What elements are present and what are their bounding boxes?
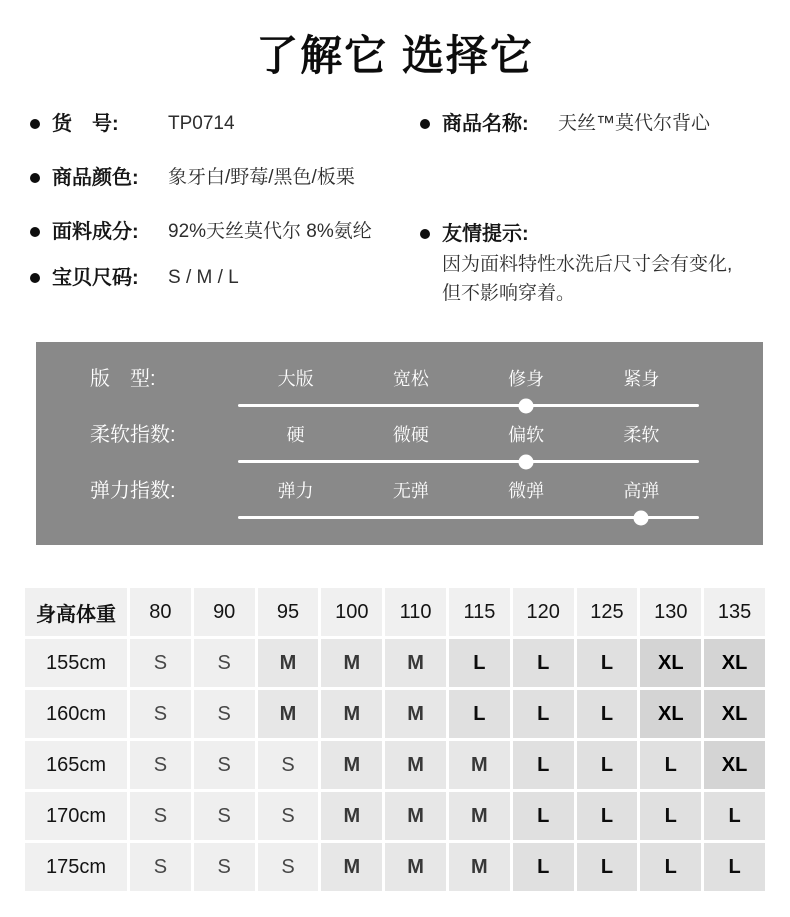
size-cell: S (194, 690, 255, 738)
size-cell: L (513, 690, 574, 738)
size-cell: S (130, 741, 191, 789)
bullet-icon (30, 227, 40, 237)
size-table-row (25, 741, 765, 789)
size-table-header-cell: 80 (130, 588, 191, 636)
info-item-sizes (30, 264, 420, 292)
attribute-panel (36, 342, 763, 545)
info-label: 商品名称: (442, 113, 529, 135)
size-cell: M (385, 843, 446, 891)
info-label: 商品颜色: (52, 167, 139, 189)
size-table-header-cell: 125 (577, 588, 638, 636)
slider-option: 微弹 (508, 481, 545, 501)
size-table-header-cell: 110 (385, 588, 446, 636)
size-cell: M (385, 792, 446, 840)
size-cell: M (258, 690, 319, 738)
slider-label: 弹力指数: (90, 480, 176, 502)
info-value: S / M / L (168, 267, 239, 288)
size-cell: XL (704, 639, 765, 687)
size-cell: L (640, 741, 701, 789)
height-row-label: 155cm (25, 639, 127, 687)
tip-note: 因为面料特性水洗后尺寸会有变化, 但不影响穿着。 (442, 254, 733, 304)
size-cell: S (258, 843, 319, 891)
slider-dot (519, 398, 534, 413)
size-cell: L (640, 792, 701, 840)
size-cell: XL (704, 741, 765, 789)
size-cell: M (321, 843, 382, 891)
size-table-header-cell: 115 (449, 588, 510, 636)
size-cell: M (321, 639, 382, 687)
size-cell: S (194, 792, 255, 840)
slider-option: 微硬 (392, 425, 429, 445)
size-table-header-cell: 90 (194, 588, 255, 636)
size-cell: M (449, 843, 510, 891)
info-item-colors (30, 164, 420, 192)
size-cell: XL (640, 639, 701, 687)
size-cell: L (704, 792, 765, 840)
size-table-body (25, 639, 765, 891)
size-cell: L (513, 843, 574, 891)
size-table-header-cell: 120 (513, 588, 574, 636)
slider-track (238, 404, 699, 407)
info-item-item-number (30, 110, 420, 138)
size-cell: S (130, 843, 191, 891)
size-cell: L (513, 741, 574, 789)
size-cell: L (577, 639, 638, 687)
bullet-icon (30, 173, 40, 183)
info-column-right (420, 110, 770, 308)
slider-option: 硬 (286, 425, 305, 445)
info-value: 天丝™莫代尔背心 (558, 113, 711, 134)
size-cell: L (577, 741, 638, 789)
slider-option: 大版 (277, 369, 314, 389)
slider-option: 紧身 (623, 369, 660, 389)
slider-row-softness (36, 422, 763, 463)
height-row-label: 170cm (25, 792, 127, 840)
size-cell: XL (640, 690, 701, 738)
info-column-left (30, 110, 420, 308)
slider-dot (519, 454, 534, 469)
size-cell: M (258, 639, 319, 687)
info-item-product-name (420, 110, 770, 138)
size-cell: M (449, 741, 510, 789)
product-info-section (0, 82, 790, 308)
bullet-icon (420, 119, 430, 129)
size-table-row (25, 690, 765, 738)
slider-label: 柔软指数: (90, 424, 176, 446)
slider-option: 弹力 (277, 481, 314, 501)
size-cell: L (513, 792, 574, 840)
size-table-row (25, 639, 765, 687)
size-table-row (25, 792, 765, 840)
info-value: 92%天丝莫代尔 8%氨纶 (168, 221, 372, 242)
size-cell: L (577, 690, 638, 738)
slider-option: 柔软 (623, 425, 660, 445)
slider-track (238, 460, 699, 463)
size-cell: L (577, 843, 638, 891)
size-cell: S (194, 639, 255, 687)
height-row-label: 175cm (25, 843, 127, 891)
size-table-header-cell: 135 (704, 588, 765, 636)
size-cell: L (449, 639, 510, 687)
size-table-header-cell: 130 (640, 588, 701, 636)
slider-dot (634, 510, 649, 525)
size-cell: L (577, 792, 638, 840)
size-cell: L (704, 843, 765, 891)
slider-option: 偏软 (508, 425, 545, 445)
size-cell: M (449, 792, 510, 840)
slider-option: 高弹 (623, 481, 660, 501)
info-item-fabric (30, 218, 420, 246)
slider-label: 版 型: (90, 368, 156, 390)
size-cell: S (130, 639, 191, 687)
size-table-header-cell: 95 (258, 588, 319, 636)
size-cell: M (321, 690, 382, 738)
slider-track (238, 516, 699, 519)
size-cell: S (194, 741, 255, 789)
info-item-tip (420, 220, 770, 308)
slider-option: 修身 (508, 369, 545, 389)
page-title: 了解它 选择它 (256, 32, 534, 79)
size-cell: L (449, 690, 510, 738)
size-table-head (25, 588, 765, 636)
info-value: 象牙白/野莓/黑色/板栗 (168, 167, 355, 188)
size-cell: M (385, 690, 446, 738)
size-cell: S (130, 690, 191, 738)
size-table (22, 585, 768, 894)
size-table-corner-label: 身高体重 (25, 588, 127, 636)
size-table-header-cell: 100 (321, 588, 382, 636)
info-label: 货 号: (52, 113, 119, 135)
size-cell: M (321, 741, 382, 789)
size-cell: S (130, 792, 191, 840)
slider-option: 无弹 (392, 481, 429, 501)
size-cell: M (385, 741, 446, 789)
size-cell: M (385, 639, 446, 687)
size-cell: L (640, 843, 701, 891)
slider-option: 宽松 (392, 369, 429, 389)
size-cell: L (513, 639, 574, 687)
height-row-label: 165cm (25, 741, 127, 789)
size-cell: S (194, 843, 255, 891)
size-cell: M (321, 792, 382, 840)
size-cell: XL (704, 690, 765, 738)
bullet-icon (30, 119, 40, 129)
info-label: 面料成分: (52, 221, 139, 243)
height-row-label: 160cm (25, 690, 127, 738)
size-cell: S (258, 741, 319, 789)
info-value: TP0714 (168, 113, 235, 134)
bullet-icon (30, 273, 40, 283)
size-cell: S (258, 792, 319, 840)
info-label: 宝贝尺码: (52, 267, 139, 289)
info-label: 友情提示: (442, 223, 529, 245)
bullet-icon (420, 229, 430, 239)
size-table-header-row (25, 588, 765, 636)
slider-row-fit (36, 366, 763, 407)
size-table-row (25, 843, 765, 891)
slider-row-elasticity (36, 478, 763, 519)
